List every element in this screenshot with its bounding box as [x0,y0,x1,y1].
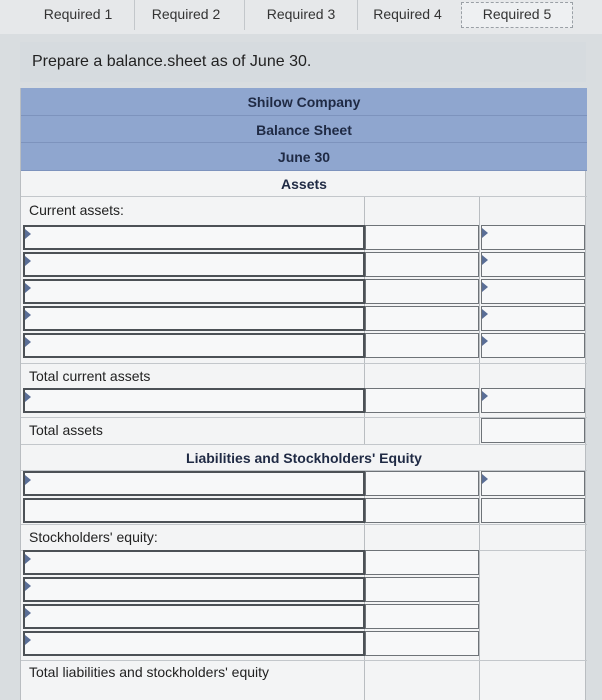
dropdown-marker-icon [25,608,31,618]
equity-amount-input-1[interactable] [365,550,479,575]
tab-required-3[interactable]: Required 3 [244,0,357,30]
asset-amount-input-6[interactable] [365,388,479,413]
asset-name-input-3[interactable] [23,279,365,304]
liability-name-input-2[interactable] [23,498,365,523]
dropdown-marker-icon [25,310,31,320]
asset-total-input-2[interactable] [481,252,585,277]
total-assets-label: Total assets [29,422,103,438]
tab-required-5[interactable]: Required 5 [461,2,573,28]
dropdown-marker-icon [25,635,31,645]
liability-name-input-1[interactable] [23,471,365,496]
column-divider [479,196,480,444]
asset-total-input-3[interactable] [481,279,585,304]
asset-name-input-5[interactable] [23,333,365,358]
liability-total-input-2[interactable] [481,498,585,523]
total-current-assets-label: Total current assets [29,368,151,384]
dropdown-marker-icon [25,392,31,402]
asset-name-input-6[interactable] [23,388,365,413]
dropdown-marker-icon [482,255,488,265]
dropdown-marker-icon [25,256,31,266]
total-liabilities-equity-label: Total liabilities and stockholders' equity [29,664,270,680]
asset-amount-input-2[interactable] [365,252,479,277]
dropdown-marker-icon [25,554,31,564]
dropdown-marker-icon [25,283,31,293]
statement-date: June 30 [277,149,331,165]
tab-bar [0,0,602,34]
dropdown-marker-icon [25,229,31,239]
asset-amount-input-4[interactable] [365,306,479,331]
dropdown-marker-icon [25,581,31,591]
equity-amount-input-2[interactable] [365,577,479,602]
equity-amount-input-4[interactable] [365,631,479,656]
current-assets-label: Current assets: [29,202,124,218]
dropdown-marker-icon [482,336,488,346]
assets-title: Assets [281,176,327,192]
tab-required-2[interactable]: Required 2 [134,0,237,30]
row-divider [21,524,587,525]
tab-required-4[interactable]: Required 4 [357,0,457,30]
balance-sheet-form [20,88,586,700]
asset-name-input-1[interactable] [23,225,365,250]
dropdown-marker-icon [482,474,488,484]
liability-total-input-1[interactable] [481,471,585,496]
equity-name-input-2[interactable] [23,577,365,602]
equity-name-input-1[interactable] [23,550,365,575]
dropdown-marker-icon [482,309,488,319]
liability-amount-input-1[interactable] [365,471,479,496]
equity-name-input-3[interactable] [23,604,365,629]
asset-total-input-6[interactable] [481,388,585,413]
row-divider [21,196,587,197]
equity-amount-input-3[interactable] [365,604,479,629]
dropdown-marker-icon [25,475,31,485]
row-divider [21,444,587,445]
asset-total-input-4[interactable] [481,306,585,331]
statement-title: Balance Sheet [256,122,352,138]
asset-name-input-4[interactable] [23,306,365,331]
instruction-text: Prepare a balance.sheet as of June 30. [20,42,586,82]
company-name: Shilow Company [247,94,361,110]
dropdown-marker-icon [482,391,488,401]
asset-amount-input-5[interactable] [365,333,479,358]
asset-amount-input-3[interactable] [365,279,479,304]
liability-amount-input-2[interactable] [365,498,479,523]
asset-total-input-5[interactable] [481,333,585,358]
stockholders-equity-label: Stockholders' equity: [29,529,158,545]
dropdown-marker-icon [25,337,31,347]
row-divider [21,660,587,661]
dropdown-marker-icon [482,282,488,292]
dropdown-marker-icon [482,228,488,238]
row-divider [21,363,587,364]
asset-name-input-2[interactable] [23,252,365,277]
total-assets-input[interactable] [481,418,585,443]
liabilities-equity-title: Liabilities and Stockholders' Equity [186,450,422,466]
asset-total-input-1[interactable] [481,225,585,250]
asset-amount-input-1[interactable] [365,225,479,250]
equity-name-input-4[interactable] [23,631,365,656]
column-divider [479,470,480,700]
tab-required-1[interactable]: Required 1 [43,6,113,22]
